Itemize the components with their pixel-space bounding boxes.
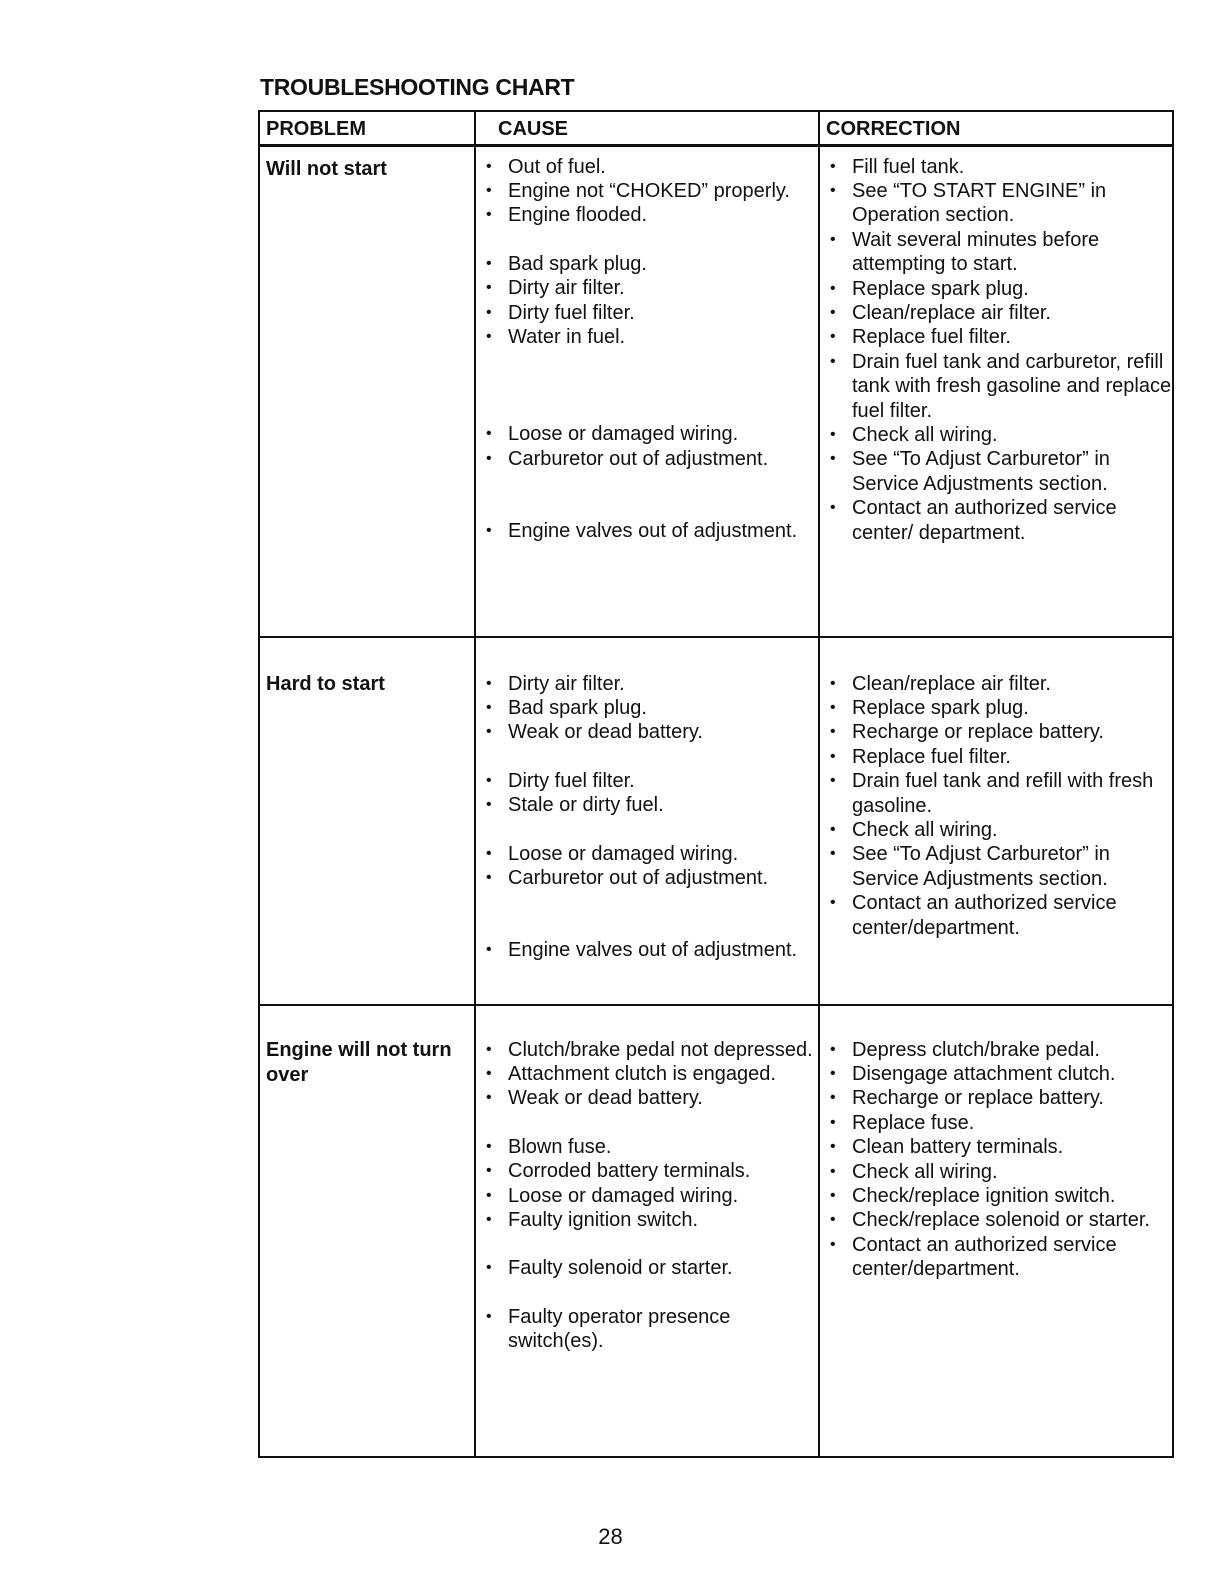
list-item: • Dirty air filter. [484, 276, 818, 300]
list-item: • Drain fuel tank and carburetor, refill tank with fresh gasoline and replace fuel filter. [828, 350, 1172, 423]
correction-list [820, 1006, 1172, 1282]
list-item: • Loose or damaged wiring. [484, 842, 818, 866]
cause-list [476, 638, 818, 963]
list-item: • Faulty ignition switch. [484, 1208, 818, 1232]
list-item: • Recharge or replace battery. [828, 1086, 1172, 1110]
list-item: • Loose or damaged wiring. [484, 1184, 818, 1208]
list-item: • Replace fuel filter. [828, 745, 1172, 769]
list-item: • Replace fuel filter. [828, 325, 1172, 349]
problem-cell [259, 145, 475, 637]
list-item: • See “To Adjust Carburetor” in Service Adjustments section. [828, 447, 1172, 496]
cause-list [476, 147, 818, 544]
list-item: • Check/replace solenoid or starter. [828, 1208, 1172, 1232]
list-item: • Out of fuel. [484, 155, 818, 179]
correction-cell [819, 145, 1173, 637]
list-item: • Check all wiring. [828, 818, 1172, 842]
list-item: • Carburetor out of adjustment. [484, 447, 818, 471]
list-item: • Weak or dead battery. [484, 1086, 818, 1110]
list-item: • Engine not “CHOKED” properly. [484, 179, 818, 203]
list-item: • Dirty air filter. [484, 672, 818, 696]
table-row [259, 637, 1173, 1005]
list-item: • Clean/replace air filter. [828, 672, 1172, 696]
list-item: • Fill fuel tank. [828, 155, 1172, 179]
problem-cell [259, 637, 475, 1005]
list-item: • Dirty fuel filter. [484, 301, 818, 325]
list-item: • Dirty fuel filter. [484, 769, 818, 793]
list-item: • Clutch/brake pedal not depressed. [484, 1038, 818, 1062]
correction-cell [819, 637, 1173, 1005]
troubleshooting-table [258, 110, 1174, 1458]
correction-list [820, 638, 1172, 940]
list-item: • Check all wiring. [828, 1160, 1172, 1184]
problem-label: Engine will not turn over [266, 1038, 452, 1086]
list-item: • Carburetor out of adjustment. [484, 866, 818, 890]
correction-cell [819, 1005, 1173, 1457]
table-row [259, 145, 1173, 637]
list-item: • Contact an authorized service center/ department. [828, 496, 1172, 545]
header-correction: CORRECTION [819, 111, 1173, 145]
list-item: • Check all wiring. [828, 423, 1172, 447]
cause-list [476, 1006, 818, 1354]
list-item: • Faulty solenoid or starter. [484, 1256, 818, 1280]
list-item: • Contact an authorized service center/department. [828, 891, 1172, 940]
table-row [259, 1005, 1173, 1457]
list-item: • Engine valves out of adjustment. [484, 938, 818, 962]
list-item: • Disengage attachment clutch. [828, 1062, 1172, 1086]
problem-cell [259, 1005, 475, 1457]
list-item: • Depress clutch/brake pedal. [828, 1038, 1172, 1062]
header-problem: PROBLEM [259, 111, 475, 145]
list-item: • Water in fuel. [484, 325, 818, 349]
list-item: • Replace spark plug. [828, 277, 1172, 301]
list-item: • Blown fuse. [484, 1135, 818, 1159]
list-item: • Bad spark plug. [484, 696, 818, 720]
page-number: 28 [598, 1524, 623, 1549]
list-item: • Drain fuel tank and refill with fresh gasoline. [828, 769, 1172, 818]
list-item: • Contact an authorized service center/department. [828, 1233, 1172, 1282]
cause-cell [475, 1005, 819, 1457]
header-cause: CAUSE [475, 111, 819, 145]
list-item: • See “To Adjust Carburetor” in Service Adjustments section. [828, 842, 1172, 891]
cause-cell [475, 637, 819, 1005]
list-item: • Engine flooded. [484, 203, 818, 227]
list-item: • Recharge or replace battery. [828, 720, 1172, 744]
problem-label: Hard to start [266, 672, 385, 695]
list-item: • Replace fuse. [828, 1111, 1172, 1135]
list-item: • Faulty operator presence switch(es). [484, 1305, 818, 1354]
page-title: TROUBLESHOOTING CHART [260, 74, 575, 100]
list-item: • Check/replace ignition switch. [828, 1184, 1172, 1208]
list-item: • Bad spark plug. [484, 252, 818, 276]
table-header-row [259, 111, 1173, 145]
list-item: • Weak or dead battery. [484, 720, 818, 744]
list-item: • Wait several minutes before attempting to start. [828, 228, 1172, 277]
cause-cell [475, 145, 819, 637]
list-item: • Replace spark plug. [828, 696, 1172, 720]
problem-label: Will not start [266, 157, 387, 180]
correction-list [820, 147, 1172, 546]
list-item: • Engine valves out of adjustment. [484, 519, 818, 543]
list-item: • Loose or damaged wiring. [484, 422, 818, 446]
list-item: • Corroded battery terminals. [484, 1159, 818, 1183]
list-item: • Clean/replace air filter. [828, 301, 1172, 325]
list-item: • Clean battery terminals. [828, 1135, 1172, 1159]
list-item: • Stale or dirty fuel. [484, 793, 818, 817]
list-item: • See “TO START ENGINE” in Operation section. [828, 179, 1172, 228]
list-item: • Attachment clutch is engaged. [484, 1062, 818, 1086]
